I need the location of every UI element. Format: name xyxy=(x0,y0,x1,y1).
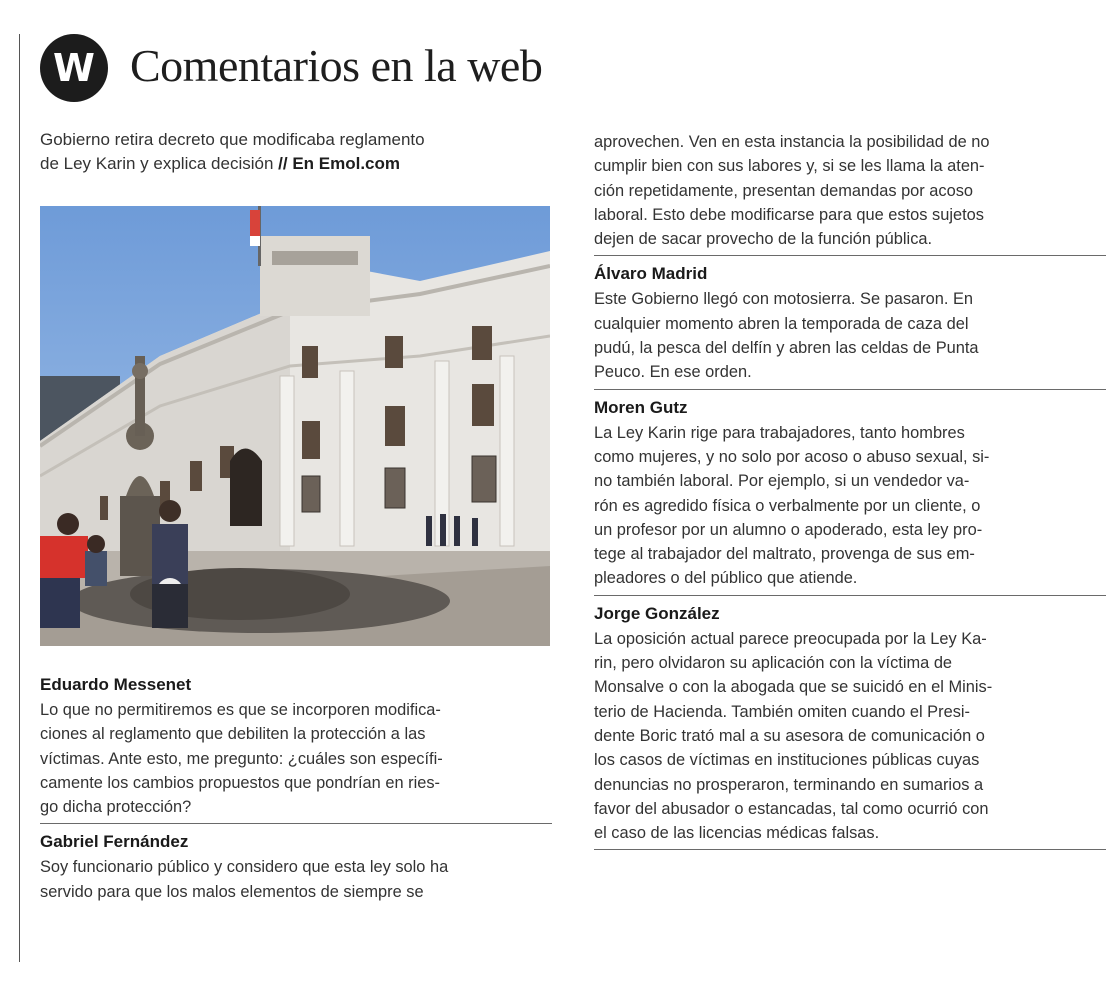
comment-text: La Ley Karin rige para trabajadores, tanto hombres como mujeres, y no solo por acoso o abuso sexual, si- no también laboral. Por ejemplo, si un vendedor va- rón es agredido física o verbalmente por un cliente, o un profesor por un alumno o apoderado, esta ley pro- tege al trabajador del maltrato, provenga de sus em- pleadores o del público que atiende. xyxy=(594,423,990,588)
comment-author: Eduardo Messenet xyxy=(40,675,192,694)
column-rule xyxy=(19,34,20,962)
comment-text: Este Gobierno llegó con motosierra. Se pasaron. En cualquier momento abren la temporada de caza del pudú, la pesca del delfín y abren las celdas de Punta Peuco. En ese orden. xyxy=(594,290,979,382)
article-headline xyxy=(40,128,550,176)
palace-illustration xyxy=(40,206,550,646)
headline-text: Gobierno retira decreto que modificaba reglamento de Ley Karin y explica decisión xyxy=(40,130,425,173)
section-title: Comentarios en la web xyxy=(130,40,543,91)
comments-column-left xyxy=(40,672,552,908)
web-badge-icon: W xyxy=(40,34,108,102)
comment-author: Moren Gutz xyxy=(594,397,688,417)
comment-jorge-gonzalez xyxy=(594,601,1106,851)
headline-source: // En Emol.com xyxy=(278,154,401,173)
comment-text: aprovechen. Ven en esta instancia la posibilidad de no cumplir bien con sus labores y, si se les llama la aten- ción repetidamente, presentan demandas por acoso laboral. Esto debe modificarse para que estos sujetos dejen de sacar provecho de la función pública. xyxy=(594,133,990,249)
government-palace-photo xyxy=(40,206,550,646)
comment-eduardo-messenet xyxy=(40,672,552,824)
comment-author: Gabriel Fernández xyxy=(40,832,189,852)
comment-author: Álvaro Madrid xyxy=(594,264,708,284)
comment-text: La oposición actual parece preocupada por la Ley Ka- rin, pero olvidaron su aplicación con la víctima de Monsalve o con la abogada que se suicidó en el Minis- terio de Hacienda. También omiten cuando el Presi- dente Boric trató mal a su asesora de comunicación o los casos de víctimas en instituciones públicas cuyas denuncias no prosperaron, terminando en sumarios a favor del abusador o estancadas, tal como ocurrió con el caso de las licencias médicas falsas. xyxy=(594,629,993,843)
comment-alvaro-madrid xyxy=(594,261,1106,389)
section-header xyxy=(40,30,740,106)
comment-text: Lo que no permitiremos es que se incorporen modifica- ciones al reglamento que debiliten la protección a las víctimas. Ante esto, me pregunto: ¿cuáles son específi- camente los cambios propuestos que pondrían en ries- go dicha protección? xyxy=(40,701,443,817)
comment-text: Soy funcionario público y considero que esta ley solo ha servido para que los malos elementos de siempre se xyxy=(40,858,449,901)
comments-column-right xyxy=(594,130,1106,855)
comment-gabriel-fernandez xyxy=(40,829,552,908)
comment-author: Jorge González xyxy=(594,603,720,623)
comment-continued xyxy=(594,130,1106,256)
comment-moren-gutz xyxy=(594,395,1106,596)
